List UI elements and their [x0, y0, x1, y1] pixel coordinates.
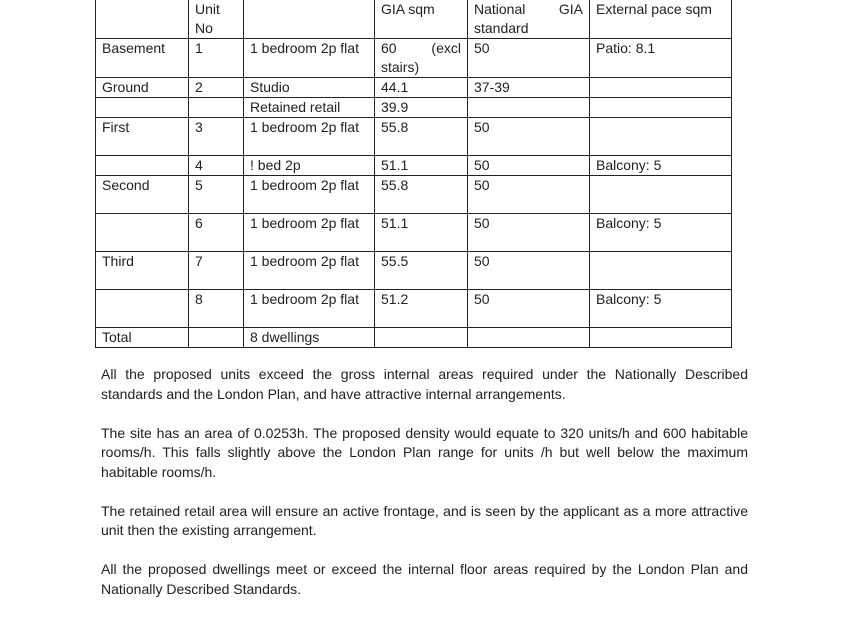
table-cell: 3	[189, 118, 244, 156]
table-cell: 1 bedroom 2p flat	[244, 118, 375, 156]
table-cell: 50	[468, 118, 590, 156]
table-cell	[590, 118, 732, 156]
table-row	[96, 39, 732, 78]
table-cell: 50	[468, 176, 590, 214]
table-cell: 39.9	[375, 98, 468, 118]
table-cell: GIA sqm	[375, 0, 468, 39]
table-cell: 55.5	[375, 252, 468, 290]
paragraph: The site has an area of 0.0253h. The proposed density would equate to 320 units/h and 600 habitable rooms/h. This falls slightly above the London Plan range for units /h but well below the maximum habitable rooms/h.	[101, 424, 748, 480]
table-header-row	[96, 0, 732, 39]
table-cell: Total	[96, 328, 189, 348]
table-cell: Balcony: 5	[590, 156, 732, 176]
table-cell: External pace sqm	[590, 0, 732, 39]
table-cell: 60 (excl stairs)	[375, 39, 468, 78]
table-cell: 50	[468, 214, 590, 252]
table-cell: 44.1	[375, 78, 468, 98]
table-cell: Balcony: 5	[590, 290, 732, 328]
table-cell: 51.1	[375, 214, 468, 252]
table-cell: Unit No	[189, 0, 244, 39]
table-cell	[189, 98, 244, 118]
table-cell: Basement	[96, 39, 189, 78]
table-cell: 4	[189, 156, 244, 176]
table-cell: 50	[468, 156, 590, 176]
table-row	[96, 328, 732, 348]
table-cell	[189, 328, 244, 348]
table-cell	[468, 328, 590, 348]
table-row	[96, 176, 732, 214]
table-cell: Patio: 8.1	[590, 39, 732, 78]
paragraph: The retained retail area will ensure an active frontage, and is seen by the applicant as a more attractive unit then the existing arrangement.	[101, 502, 748, 538]
document-body	[101, 365, 748, 619]
paragraph: All the proposed units exceed the gross internal areas required under the Nationally Described standards and the London Plan, and have attractive internal arrangements.	[101, 366, 748, 402]
table-cell: Ground	[96, 78, 189, 98]
table-cell: 1 bedroom 2p flat	[244, 214, 375, 252]
table-cell: 1 bedroom 2p flat	[244, 176, 375, 214]
table-cell: Second	[96, 176, 189, 214]
table-row	[96, 98, 732, 118]
table-cell	[96, 0, 189, 39]
table-cell: 50	[468, 39, 590, 78]
table-cell	[590, 176, 732, 214]
table-cell: 50	[468, 252, 590, 290]
table-row	[96, 118, 732, 156]
table-cell: 6	[189, 214, 244, 252]
table-cell: Balcony: 5	[590, 214, 732, 252]
table-cell: 1 bedroom 2p flat	[244, 39, 375, 78]
table-cell: 1 bedroom 2p flat	[244, 252, 375, 290]
table-cell: Studio	[244, 78, 375, 98]
table-cell	[590, 78, 732, 98]
table-cell: 37-39	[468, 78, 590, 98]
table-cell	[96, 214, 189, 252]
table-cell: 51.2	[375, 290, 468, 328]
unit-schedule-table	[95, 0, 732, 348]
table-cell	[590, 328, 732, 348]
table-cell	[375, 328, 468, 348]
table-row	[96, 78, 732, 98]
table-cell	[244, 0, 375, 39]
table-cell: ! bed 2p	[244, 156, 375, 176]
table-cell: 55.8	[375, 118, 468, 156]
table-cell: 7	[189, 252, 244, 290]
table-cell: 1 bedroom 2p flat	[244, 290, 375, 328]
table-cell: Third	[96, 252, 189, 290]
table-cell	[96, 98, 189, 118]
table-row	[96, 156, 732, 176]
table-cell: 2	[189, 78, 244, 98]
table-cell	[468, 98, 590, 118]
table-cell	[590, 252, 732, 290]
table-cell: 51.1	[375, 156, 468, 176]
table-cell	[96, 156, 189, 176]
table-row	[96, 214, 732, 252]
table-cell	[96, 290, 189, 328]
table-cell: National GIA standard	[468, 0, 590, 39]
table-row	[96, 252, 732, 290]
table-cell: 8 dwellings	[244, 328, 375, 348]
paragraph: All the proposed dwellings meet or exceed the internal floor areas required by the London Plan and Nationally Described Standards.	[101, 561, 748, 597]
table-cell	[590, 98, 732, 118]
table-cell: 1	[189, 39, 244, 78]
table-row	[96, 290, 732, 328]
table-cell: 5	[189, 176, 244, 214]
table-cell: Retained retail	[244, 98, 375, 118]
table-cell: First	[96, 118, 189, 156]
table-cell: 50	[468, 290, 590, 328]
table-cell: 55.8	[375, 176, 468, 214]
table-cell: 8	[189, 290, 244, 328]
